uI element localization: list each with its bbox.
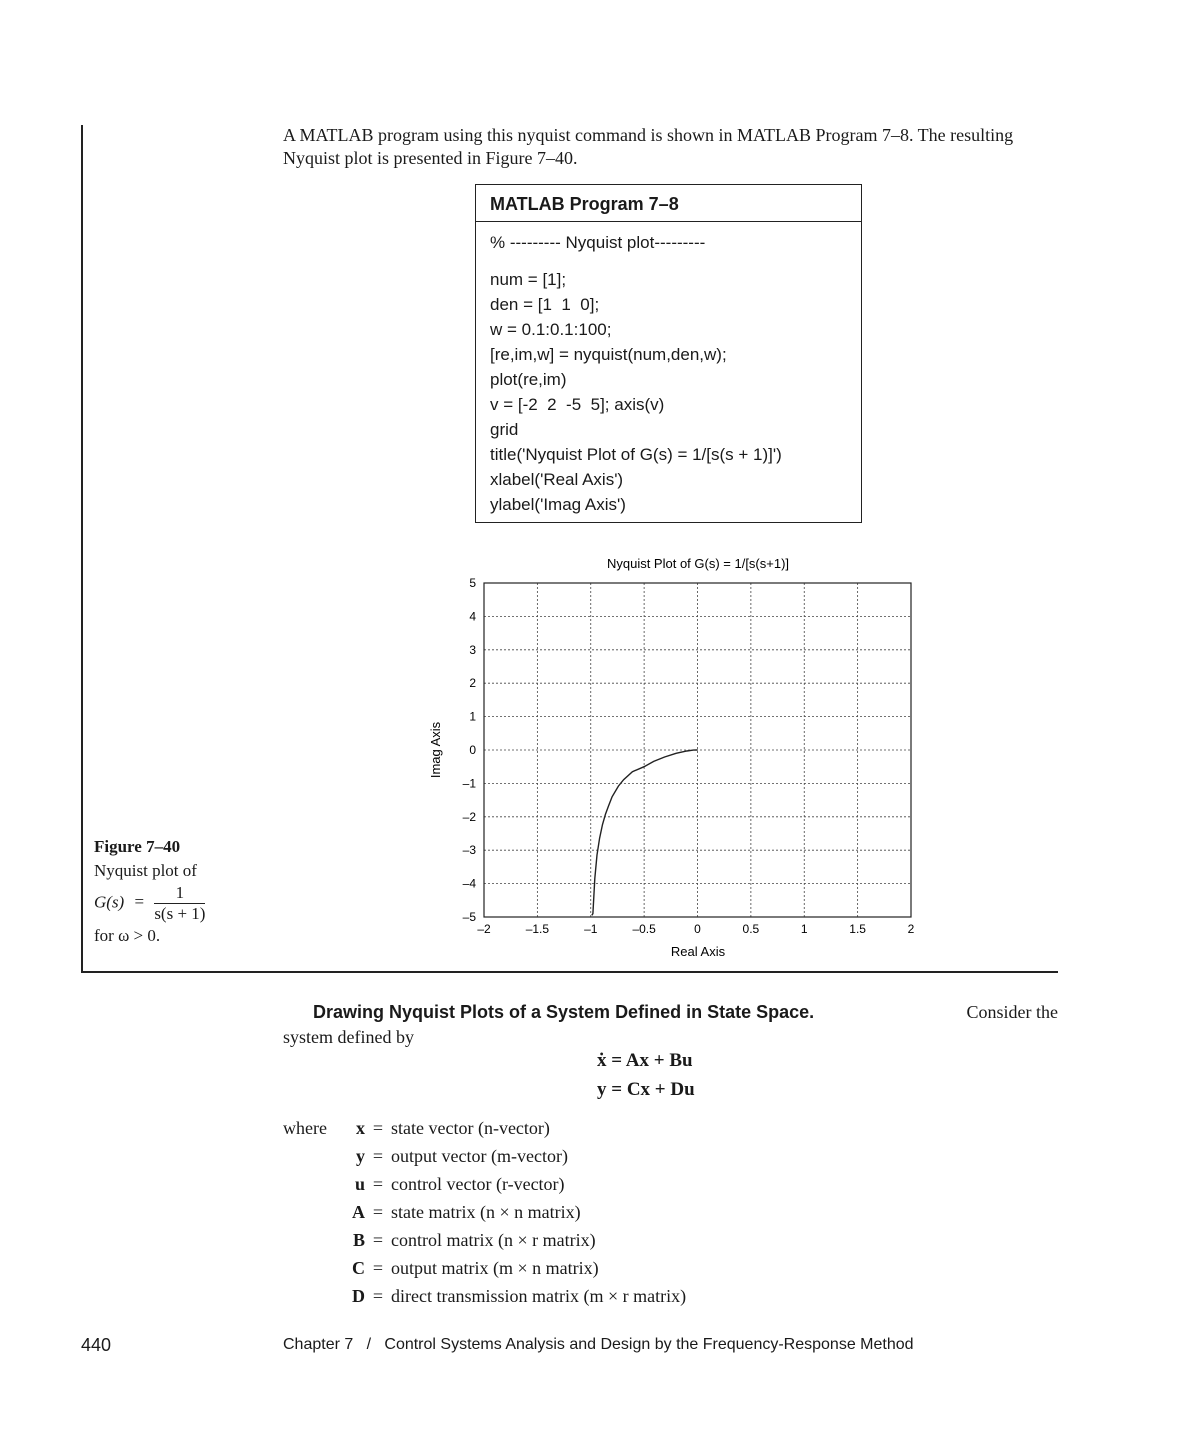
matlab-program-box — [475, 184, 862, 523]
x-tick-label: –1.5 — [525, 922, 550, 936]
def-symbol: y — [356, 1146, 365, 1166]
def-desc: direct transmission matrix (m × r matrix) — [391, 1286, 687, 1306]
def-eq: = — [372, 1230, 384, 1250]
code-line: den = [1 1 0]; — [490, 295, 600, 314]
def-symbol: x — [356, 1118, 365, 1138]
def-eq: = — [372, 1146, 384, 1166]
y-tick-label: 4 — [469, 609, 476, 624]
section-heading — [283, 1000, 1058, 1050]
chapter-footer: Chapter 7 / Control Systems Analysis and Design by the Frequency-Response Method — [283, 1336, 914, 1353]
y-tick-label: –5 — [462, 910, 476, 924]
y-tick-label: 0 — [469, 743, 476, 757]
y-tick-label: 3 — [469, 642, 476, 657]
code-line: title('Nyquist Plot of G(s) = 1/[s(s + 1)]') — [490, 445, 782, 464]
definition-row — [283, 1226, 983, 1254]
y-tick-label: –4 — [462, 876, 476, 891]
left-rule — [81, 125, 83, 973]
def-desc: output matrix (m × n matrix) — [391, 1258, 599, 1278]
figure-formula — [94, 883, 284, 924]
code-line: xlabel('Real Axis') — [490, 470, 624, 489]
output-equation: y = Cx + Du — [597, 1079, 695, 1100]
bottom-rule — [81, 971, 1058, 973]
x-tick-label: –1 — [584, 922, 598, 936]
def-desc: state vector (n-vector) — [391, 1118, 550, 1138]
y-tick-label: –3 — [462, 843, 476, 858]
figure-label: Figure 7–40 — [94, 837, 181, 856]
def-eq: = — [372, 1286, 384, 1306]
def-symbol: C — [352, 1258, 365, 1278]
x-axis-label: Real Axis — [670, 944, 726, 959]
formula-fraction — [154, 883, 205, 924]
def-eq: = — [372, 1118, 384, 1138]
definition-row — [283, 1170, 983, 1198]
definition-row — [283, 1114, 983, 1142]
code-line: [re,im,w] = nyquist(num,den,w); — [490, 345, 727, 364]
heading-line2: system defined by — [283, 1027, 414, 1047]
y-tick-label: 1 — [469, 709, 476, 724]
y-tick-label: –1 — [462, 776, 476, 791]
code-line: num = [1]; — [490, 270, 567, 289]
x-tick-label: 0.5 — [742, 922, 760, 936]
y-tick-label: –2 — [462, 809, 476, 824]
nyquist-chart — [410, 548, 930, 968]
nyquist-curve — [592, 750, 698, 915]
x-tick-label: 0 — [694, 922, 701, 936]
state-equation: ẋ = Ax + Bu — [597, 1050, 693, 1071]
y-tick-label: 2 — [469, 676, 476, 691]
def-desc: control vector (r-vector) — [391, 1174, 565, 1194]
program-code — [476, 222, 861, 517]
def-symbol: B — [352, 1230, 365, 1250]
formula-eq: = — [134, 892, 145, 912]
figure-line3: for ω > 0. — [94, 926, 161, 945]
figure-caption — [94, 835, 284, 948]
formula-numerator: 1 — [154, 883, 205, 904]
code-line: grid — [490, 420, 519, 439]
code-line: plot(re,im) — [490, 370, 567, 389]
y-axis-label: Imag Axis — [428, 721, 443, 779]
code-line: ylabel('Imag Axis') — [490, 495, 626, 514]
definition-row — [283, 1254, 983, 1282]
formula-lhs: G(s) — [94, 892, 125, 912]
def-eq: = — [372, 1258, 384, 1278]
y-tick-label: 5 — [469, 576, 476, 590]
x-tick-label: 2 — [907, 922, 915, 936]
code-line: w = 0.1:0.1:100; — [490, 320, 612, 339]
figure-line1: Nyquist plot of — [94, 861, 197, 880]
def-eq: = — [372, 1202, 384, 1222]
def-eq: = — [372, 1174, 384, 1194]
def-desc: state matrix (n × n matrix) — [391, 1202, 581, 1222]
chart-ticks — [463, 576, 915, 936]
x-tick-label: –0.5 — [632, 922, 656, 936]
definition-row — [283, 1198, 983, 1226]
page-number: 440 — [81, 1335, 112, 1355]
heading-bold: Drawing Nyquist Plots of a System Defined in State Space. — [313, 1002, 815, 1022]
def-symbol: u — [354, 1174, 365, 1194]
formula-denominator: s(s + 1) — [154, 904, 206, 923]
def-desc: control matrix (n × r matrix) — [391, 1230, 596, 1250]
program-title: MATLAB Program 7–8 — [476, 185, 861, 222]
definition-row — [283, 1282, 983, 1310]
intro-paragraph: A MATLAB program using this nyquist command is shown in MATLAB Program 7–8. The resulting Nyquist plot is presented in Figure 7–40. — [283, 125, 1014, 168]
definition-row — [283, 1142, 983, 1170]
where-label: where — [283, 1118, 327, 1138]
x-tick-label: 1 — [800, 922, 808, 936]
x-tick-label: 1.5 — [849, 922, 866, 936]
heading-rest: Consider the — [966, 1002, 1058, 1022]
def-desc: output vector (m-vector) — [391, 1146, 568, 1166]
def-symbol: D — [352, 1286, 365, 1306]
x-tick-label: –2 — [477, 922, 491, 936]
program-comment: % --------- Nyquist plot--------- — [490, 233, 706, 252]
def-symbol: A — [352, 1202, 365, 1222]
chart-title: Nyquist Plot of G(s) = 1/[s(s+1)] — [606, 556, 790, 571]
code-line: v = [-2 2 -5 5]; axis(v) — [490, 395, 665, 414]
